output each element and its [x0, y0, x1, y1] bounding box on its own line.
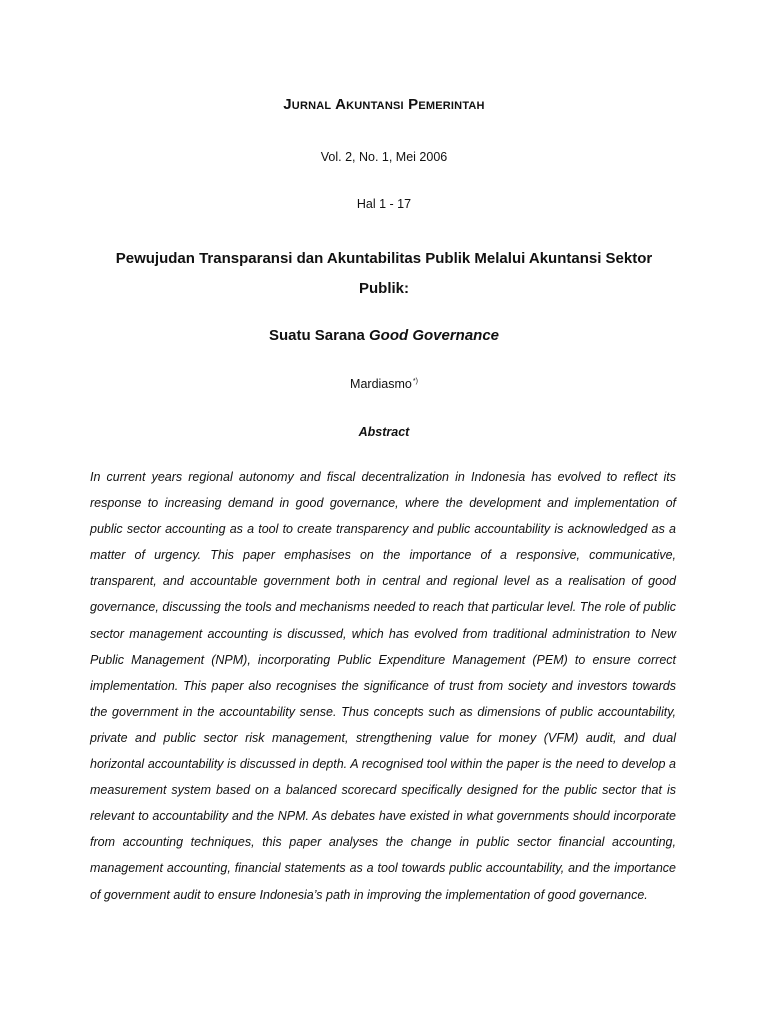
journal-title: Jurnal Akuntansi Pemerintah [283, 96, 485, 113]
abstract-body: In current years regional autonomy and fiscal decentralization in Indonesia has evolved to reflect its response to increasing demand in good governance, where the development and implementation of public sector accounting as a tool to create transparency and public accountability is acknowledged as a matter of urgency. This paper emphasises on the importance of a responsive, communicative, transparent, and accountable government both in central and regional level as a realisation of good governance, discussing the tools and mechanisms needed to reach that particular level. The role of public sector management accounting is discussed, which has evolved from traditional administration to New Public Management (NPM), incorporating Public Expenditure Management (PEM) to ensure correct implementation. This paper also recognises the significance of trust from society and investors towards the government in the accountability sense. Thus concepts such as dimensions of public accountability, private and public sector risk management, strengthening value for money (VFM) audit, and dual horizontal accountability is discussed in depth. A recognised tool within the paper is the need to develop a measurement system based on a balanced scorecard specifically designed for the public sector that is relevant to accountability and the NPM. As debates have existed in what governments should incorporate from accounting techniques, this paper analyses the change in public sector financial accounting, management accounting, financial statements as a tool towards public accountability, and the importance of government audit to ensure Indonesia’s path in improving the implementation of good governance. [90, 470, 676, 902]
article-subtitle [0, 327, 768, 344]
author-name: Mardiasmo [350, 377, 412, 391]
abstract-heading: Abstract [358, 425, 410, 439]
page-range: Hal 1 - 17 [356, 197, 412, 211]
subtitle-prefix: Suatu Sarana [268, 327, 369, 344]
subtitle-emphasis: Good Governance [369, 327, 500, 344]
article-title: Pewujudan Transparansi dan Akuntabilitas Publik Melalui Akuntansi Sektor Publik: [115, 250, 653, 297]
volume-issue: Vol. 2, No. 1, Mei 2006 [320, 150, 448, 164]
author-line [0, 377, 768, 391]
author-footnote-mark: *) [412, 377, 418, 385]
